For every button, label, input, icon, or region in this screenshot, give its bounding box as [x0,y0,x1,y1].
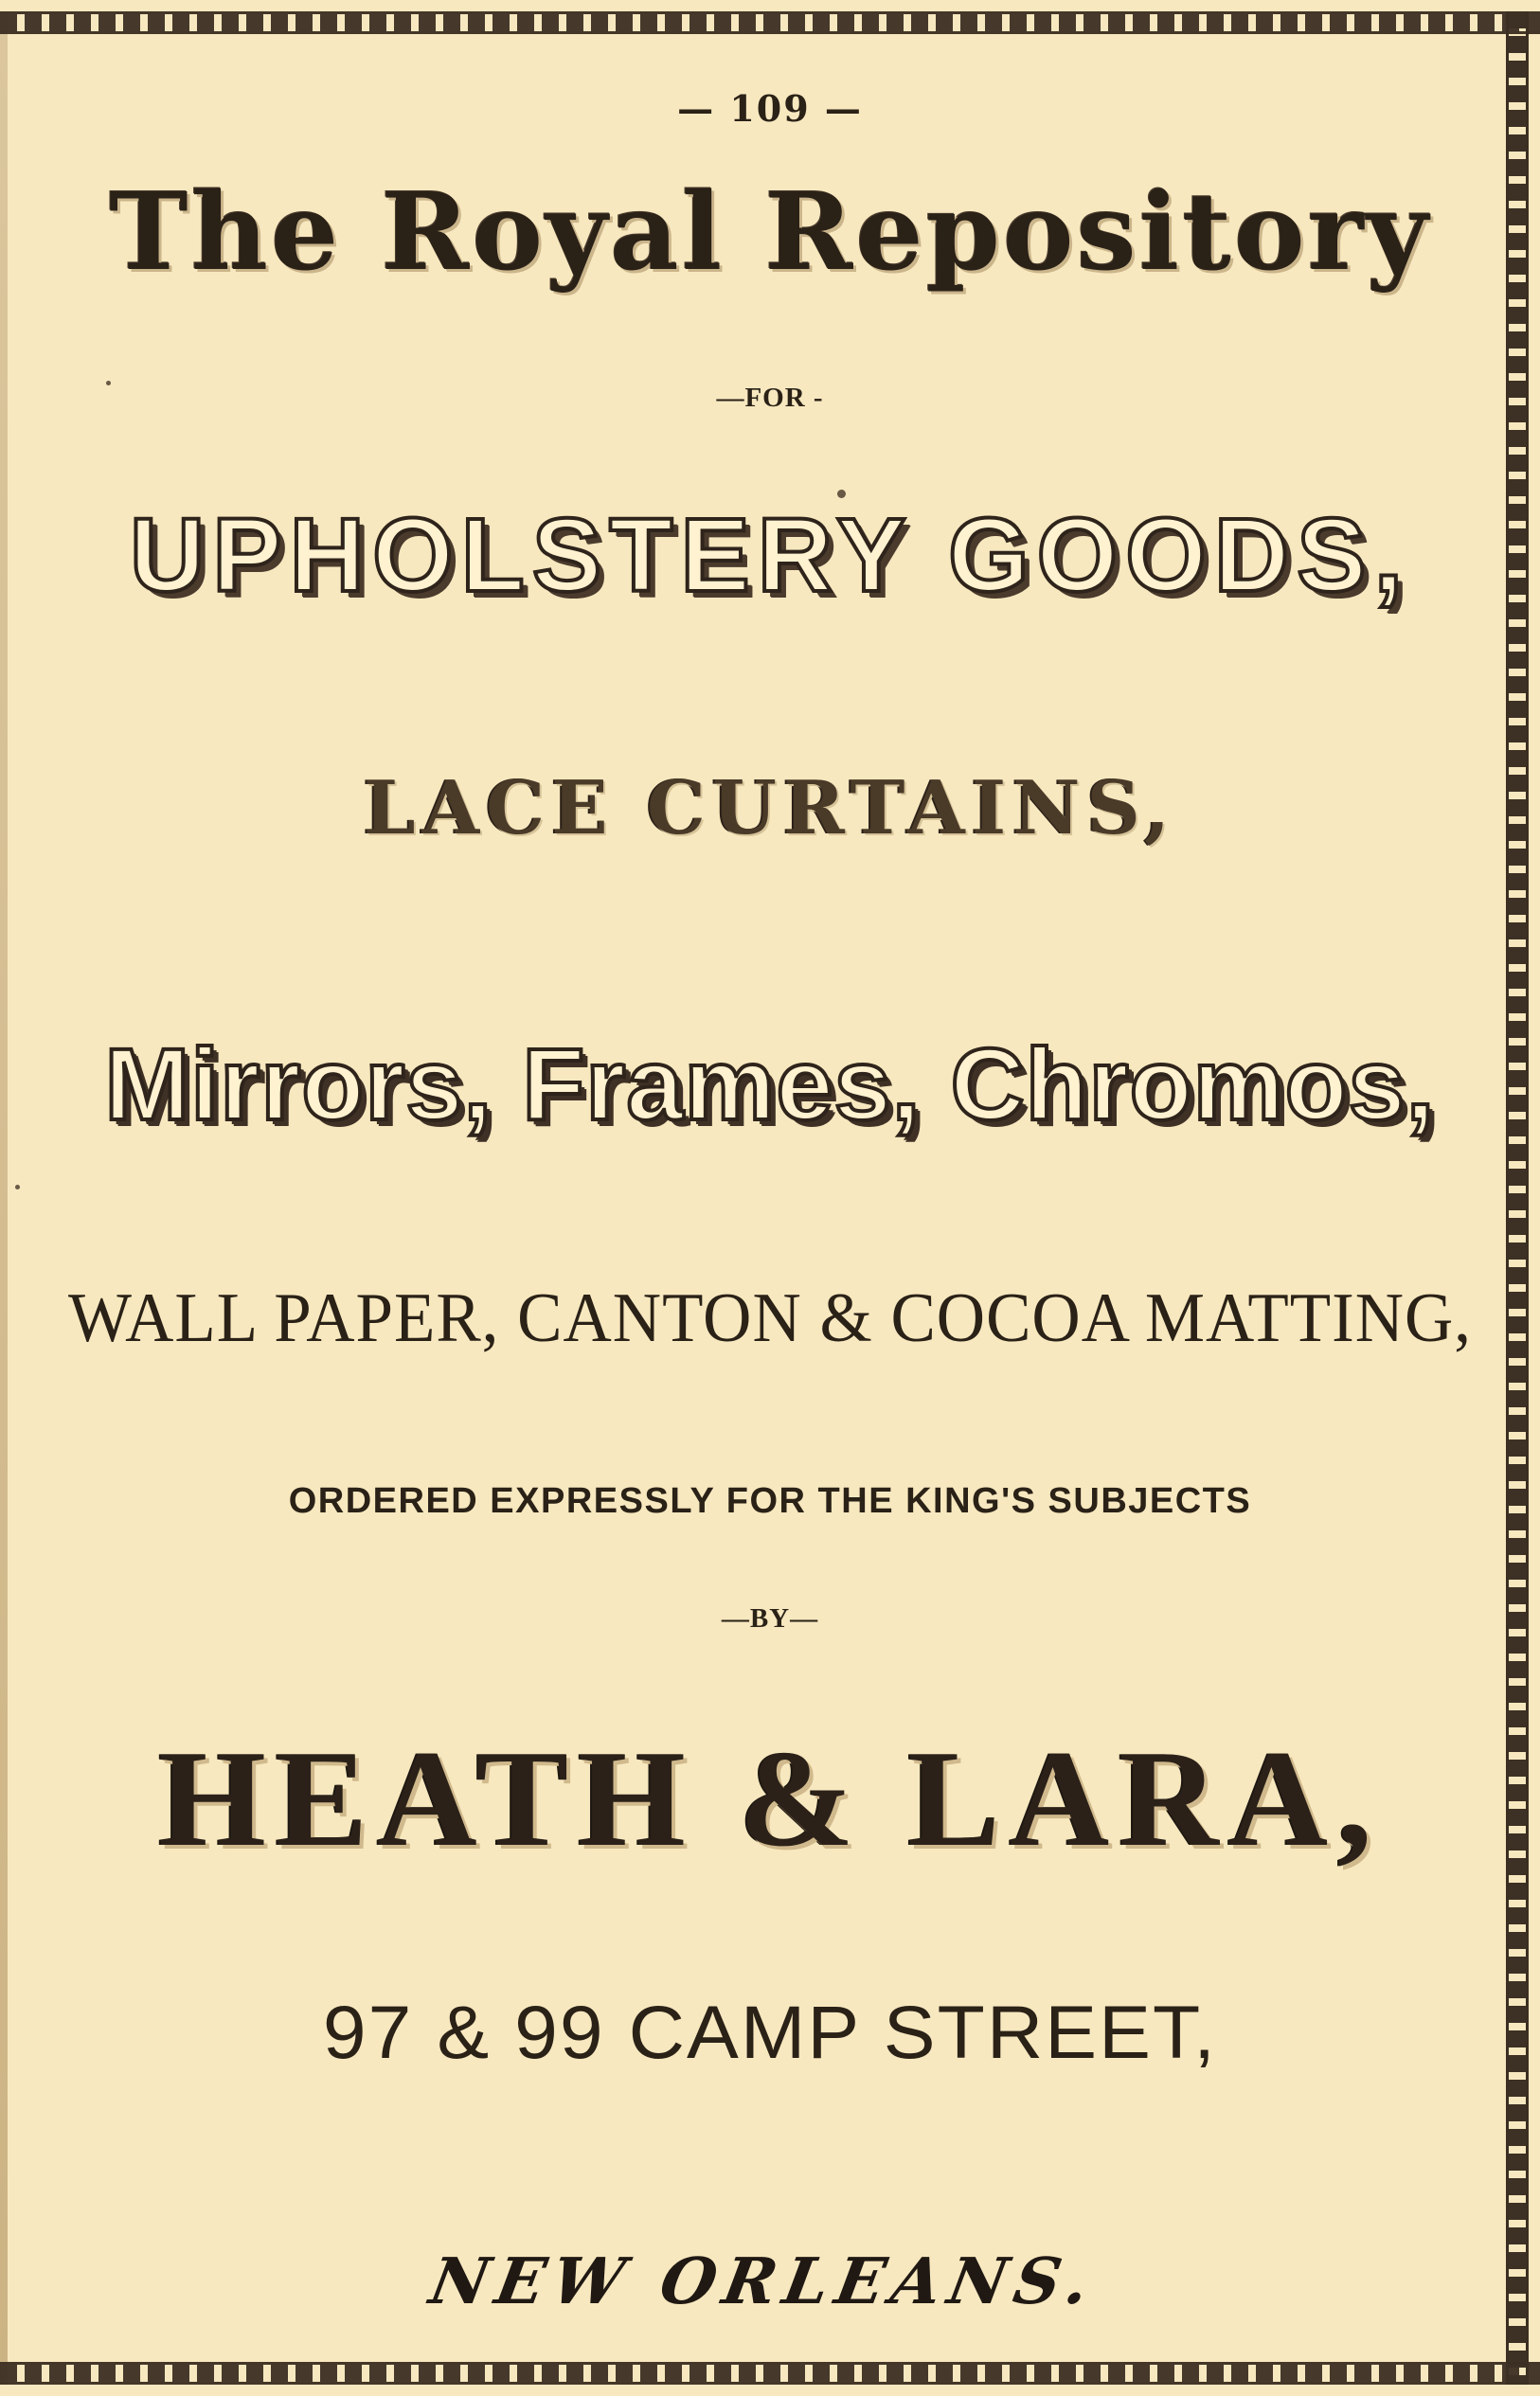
page-number: — 109 — [677,87,863,130]
wall-paper-line: WALL PAPER, CANTON & COCOA MATTING, [67,1279,1473,1357]
company-name: HEATH & LARA, [158,1722,1382,1875]
for-kicker: —FOR - [716,383,824,413]
lace-curtains-heading: LACE CURTAINS, [363,765,1177,851]
ordered-expressly-line: ORDERED EXPRESSLY FOR THE KING'S SUBJECTS [288,1481,1252,1521]
street-address: 97 & 99 CAMP STREET, [322,1990,1218,2074]
upholstery-goods-heading: UPHOLSTERY GOODS, [129,497,1411,614]
page-title: The Royal Repository [109,170,1431,295]
city-name: NEW ORLEANS. [424,2244,1102,2318]
by-kicker: —BY— [721,1603,819,1634]
mirrors-frames-chromos-heading: Mirrors, Frames, Chromos, [104,1027,1436,1141]
